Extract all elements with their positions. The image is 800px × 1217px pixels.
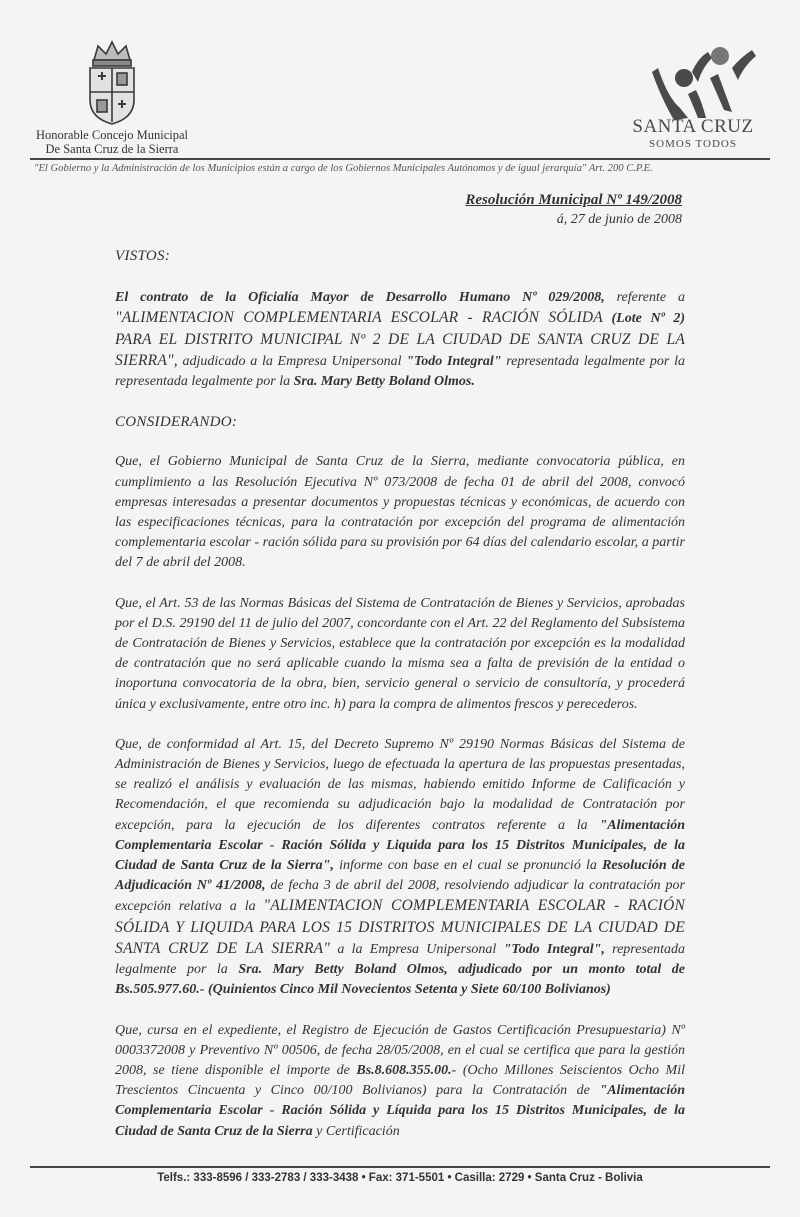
vistos-text-3: representada legalmente por la representada legalmente por la [115, 353, 685, 390]
considerando-paragraph-1: Que, el Gobierno Municipal de Santa Cruz de la Sierra, mediante convocatoria pública, en cumplimiento a las Resolución Ejecutiva Nº 073/2008 de fecha 01 de abril del 2008, convocó empresas interesadas a presentar documentos y propuestas técnicas y económicas, de acuerdo con las especificaciones técnicas, para la contratación por excepción del programa de alimentación complementaria escolar - ración sólida para su provisión por 64 días del calendario escolar, a partir del 7 de abril del 2008. [115, 454, 685, 571]
council-line-2: De Santa Cruz de la Sierra [45, 142, 179, 156]
logo-title: SANTA CRUZ [632, 116, 754, 137]
considerando-heading: CONSIDERANDO: [115, 414, 238, 431]
municipal-crest-icon [84, 40, 140, 126]
logo-subtitle: SOMOS TODOS [649, 138, 737, 150]
vistos-bold-contract: El contrato de la Oficialía Mayor de Desarrollo Humano Nº 029/2008, [115, 290, 605, 306]
header-divider [30, 158, 770, 160]
p3-amount: Sra. Mary Betty Boland Olmos, adjudicado por un monto total de Bs.505.977.60.- (Quinientos Cinco Mil Novecientos Setenta y Siete 60/100 Bolivianos) [115, 962, 685, 998]
p4-amount: Bs.8.608.355.00.- [356, 1062, 457, 1078]
resolution-title: Resolución Municipal Nº 149/2008 [465, 192, 682, 208]
council-name [22, 128, 202, 156]
p4-text: Que, cursa en el expediente, el Registro de Ejecución de Gastos Certificación Presupuestaria) Nº 0003372008 y Preventivo Nº 00506, de fecha 28/05/2008, en el cual se certifica que para la gestión 2008, se tiene disponible el importe de [115, 1022, 685, 1078]
p3-text-5: representada legalmente por la [115, 941, 685, 978]
vistos-heading: VISTOS: [115, 248, 171, 264]
footer-divider [30, 1166, 770, 1168]
p3-caps-title: "ALIMENTACION COMPLEMENTARIA ESCOLAR - RACIÓN SÓLIDA Y LIQUIDA PARA LOS 15 DISTRITOS MUNICIPALES DE LA CIUDAD DE SANTA CRUZ DE LA SIERRA" [115, 897, 686, 957]
considerando-paragraph-4 [115, 1021, 685, 1142]
footer-contact: Telfs.: 333-8596 / 333-2783 / 333-3438 • Fax: 371-5501 • Casilla: 2729 • Santa Cruz - Bolivia [157, 1172, 643, 1184]
document-body [115, 246, 685, 1142]
vistos-text: referente a [604, 290, 685, 306]
council-line-1: Honorable Concejo Municipal [35, 128, 189, 142]
vistos-lote: (Lote Nº 2) [602, 311, 685, 327]
p3-resolution: Resolución de Adjudicación Nº 41/2008, [115, 858, 686, 894]
p3-text-2: informe con base en el cual se pronunció la [333, 858, 603, 874]
vistos-paragraph [115, 288, 685, 392]
p3-bold-title: "Alimentación Complementaria Escolar - Ración Sólida y Liquida para los 15 Distritos Municipales, de la Ciudad de Santa Cruz de la Sierra", [115, 817, 685, 874]
resolution-date: á, 27 de junio de 2008 [556, 212, 682, 227]
p4-text-2: (Ocho Millones Seiscientos Ocho Mil Trescientos Cincuenta y Cinco 00/100 Bolivianos) para la Contratación de [115, 1062, 685, 1099]
vistos-company: "Todo Integral" [406, 353, 502, 369]
p3-text-3: de fecha 3 de abril del 2008, resolviendo adjudicar la contratación por excepción relativa a la [115, 878, 685, 915]
constitution-quote: "El Gobierno y la Administración de los Municipios están a cargo de los Gobiernos Municipales Autónomos y de igual jerarquía" Art. 200 C.P.E. [34, 163, 653, 174]
vistos-caps-district: PARA EL DISTRITO MUNICIPAL Nº 2 DE LA CIUDAD DE SANTA CRUZ DE LA SIERRA", [115, 330, 685, 369]
vistos-representative: Sra. Mary Betty Boland Olmos. [293, 374, 475, 390]
p4-bold-title: "Alimentación Complementaria Escolar - Ración Sólida y Líquida para los 15 Distritos Municipales, de la Ciudad de Santa Cruz de la Sierra [115, 1083, 685, 1139]
p3-text: Que, de conformidad al Art. 15, del Decreto Supremo Nº 29190 Normas Básicas del Sistema de Administración de Bienes y Servicios, luego de efectuada la apertura de las propuestas presentadas, se realizó el análisis y evaluación de las mismas, habiendo emitido Informe de Calificación y Recomendación, el que recomienda su adjudicación bajo la modalidad de Contratación por excepción, para la ejecución de los diferentes contratos referente a la [115, 736, 685, 833]
p3-text-4: a la Empresa Unipersonal [330, 941, 504, 957]
vistos-text-2: adjudicado a la Empresa Unipersonal [177, 353, 407, 369]
p3-company: "Todo Integral", [503, 941, 605, 957]
vistos-caps-title: "ALIMENTACION COMPLEMENTARIA ESCOLAR - RACIÓN SÓLIDA [115, 309, 603, 327]
p4-text-3: y Certificación [312, 1123, 400, 1139]
considerando-paragraph-3 [115, 735, 685, 1001]
considerando-paragraph-2: Que, el Art. 53 de las Normas Básicas del Sistema de Contratación de Bienes y Servicios, aprobadas por el D.S. 29190 del 11 de julio del 2007, concordante con el Art. 22 del Reglamento del Subsistema de Contratación de Bienes y Servicios, establece que la contratación por excepción es la modalidad de contratación que no será aplicable cuando la misma sea a falta de previsión de la entidad o inoportuna convocatoria de la obra, bien, servicio general o servicio de consultoría, y procederá única y exclusivamente, entre otro inc. h) para la compra de alimentos frescos y perecederos. [115, 595, 685, 712]
